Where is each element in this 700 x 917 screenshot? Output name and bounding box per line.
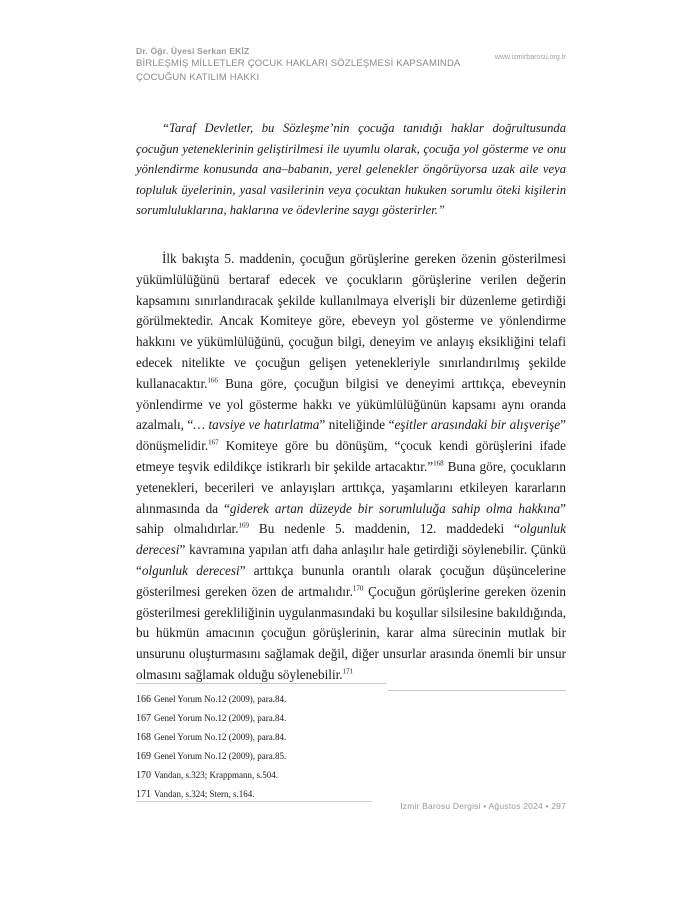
italic-phrase: eşitler arasındaki bir alışverişe	[394, 417, 561, 433]
paragraph-text: Buna göre, çocuğun bilgisi ve deneyimi arttıkça, ebeveynin yönlendirme ve yol gösterme hakkı ve yükümlülüğünün kapsamı aynı oranda azalmalı, “	[136, 375, 566, 433]
footnote-text: Genel Yorum No.12 (2009), para.84.	[154, 713, 287, 723]
footnote-number: 170	[136, 770, 151, 781]
footnote	[136, 690, 566, 709]
footnote-number: 169	[136, 751, 151, 762]
paragraph-text: İlk bakışta 5. maddenin, çocuğun görüşlerine gereken özenin gösterilmesi yükümlülüğünü bertaraf edecek ve çocukların görüşlerine verilen değerin kapsamını sınırlandıracak şekilde kullanılmaya elverişli bir düzenleme getirdiği görülmektedir. Ancak Komiteye göre, ebeveyn yol gösterme ve yönlendirme hakkını ve yükümlülüğünü, çocuğun bilgi, deneyim ve anlayış eksikliğini telafi edecek nitelikte ve çocuğun gelişen yetenekleriyle sınırlandırılmış şekilde kullanacaktır.	[136, 250, 566, 391]
footnote-ref-169[interactable]: 169	[238, 521, 250, 530]
footnote-ref-171[interactable]: 171	[342, 667, 354, 676]
italic-phrase: … tavsiye ve hatırlatma	[193, 417, 320, 433]
italic-phrase: olgunluk derecesi	[141, 562, 240, 578]
paragraph-text: Buna göre, çocukların yetenekleri, becerileri ve anlayışları arttıkça, yaşamlarını etkileyen kararların alınmasında da “	[136, 458, 566, 516]
running-footer	[136, 801, 566, 821]
paragraph-text: Çocuğun görüşlerine gereken özenin gösterilmesi gerekliliğinin uygulanmasındaki bu koşullar silsilesine bakıldığında, bu hükmün amacının çocuğun görüşlerinin, karar alma sürecinin mutlak bir unsurunu oluşturmasını sağlamak değil, diğer unsurlar arasında önemli bir unsur olmasını sağlamak olduğu söylenebilir.	[136, 583, 566, 682]
paragraph-text: ” kavramına yapılan atfı daha anlaşılır hale getirdiği söylenebilir. Çünkü “	[136, 542, 566, 578]
footnote-number: 166	[136, 694, 151, 705]
paragraph-text: ” sahip olmalıdırlar.	[136, 500, 566, 537]
footnotes	[136, 690, 566, 804]
paragraph-text: ” niteliğinde “	[319, 417, 395, 433]
footnote-ref-168[interactable]: 168	[433, 459, 444, 468]
paragraph-text: Komiteye göre bu dönüşüm, “çocuk kendi görüşlerini ifade etmeye teşvik edildikçe istikrarlı bir şekilde artacaktır.”	[136, 438, 566, 474]
journal-issue-page: İzmir Barosu Dergisi • Ağustos 2024 • 297	[400, 801, 566, 811]
footnote-text: Vandan, s.323; Krappmann, s.504.	[154, 770, 278, 780]
paragraph-text: ” dönüşmelidir.	[136, 417, 567, 454]
italic-phrase: olgunluk derecesi	[136, 521, 566, 558]
article-title-line-2: ÇOCUĞUN KATILIM HAKKI	[136, 72, 260, 83]
footnote	[136, 709, 566, 728]
running-header	[136, 46, 566, 84]
footnote	[136, 728, 566, 747]
author-name: Dr. Öğr. Üyesi Serkan EKİZ	[136, 46, 250, 56]
italic-phrase: giderek artan düzeyde bir sorumluluğa sahip olma hakkına	[229, 500, 561, 516]
footnote-text: Vandan, s.324; Stern, s.164.	[154, 789, 255, 799]
footnote-number: 171	[136, 789, 151, 800]
main-paragraph	[136, 249, 566, 686]
footer-divider	[136, 801, 372, 802]
footnote-text: Genel Yorum No.12 (2009), para.85.	[154, 751, 287, 761]
page-body	[136, 118, 566, 686]
website-link[interactable]: www.izmirbarosu.org.tr	[494, 54, 566, 61]
paragraph-text: Bu nedenle 5. maddenin, 12. maddedeki “	[249, 521, 520, 537]
footnote	[136, 747, 566, 766]
footnote	[136, 766, 566, 785]
footnote-ref-167[interactable]: 167	[208, 438, 219, 447]
footnote-number: 168	[136, 732, 151, 743]
footnote-ref-166[interactable]: 166	[207, 376, 218, 385]
footnote-ref-170[interactable]: 170	[352, 584, 364, 593]
footnote-text: Genel Yorum No.12 (2009), para.84.	[154, 732, 287, 742]
footnote-number: 167	[136, 713, 151, 724]
article-quote: “Taraf Devletler, bu Sözleşme’nin çocuğa tanıdığı haklar doğrultusunda çocuğun yeteneklerinin geliştirilmesi ile uyumlu olarak, çocuğa yol gösterme ve onu yönlendirme konusunda ana–babanın, yerel gelenekler öngörüyorsa uzak aile veya topluluk üyelerinin, yasal vasilerinin veya çocuktan hukuken sorumlu öteki kişilerin sorumluluklarına, haklarına ve ödevlerine saygı gösterirler.”	[136, 121, 566, 218]
paragraph-text: ” arttıkça bununla orantılı olarak çocuğun düşüncelerine gösterilmesi gereken özen de artmalıdır.	[136, 562, 566, 599]
footnote-text: Genel Yorum No.12 (2009), para.84.	[154, 694, 287, 704]
article-title-line-1: BİRLEŞMİŞ MİLLETLER ÇOCUK HAKLARI SÖZLEŞMESİ KAPSAMINDA	[136, 58, 461, 69]
